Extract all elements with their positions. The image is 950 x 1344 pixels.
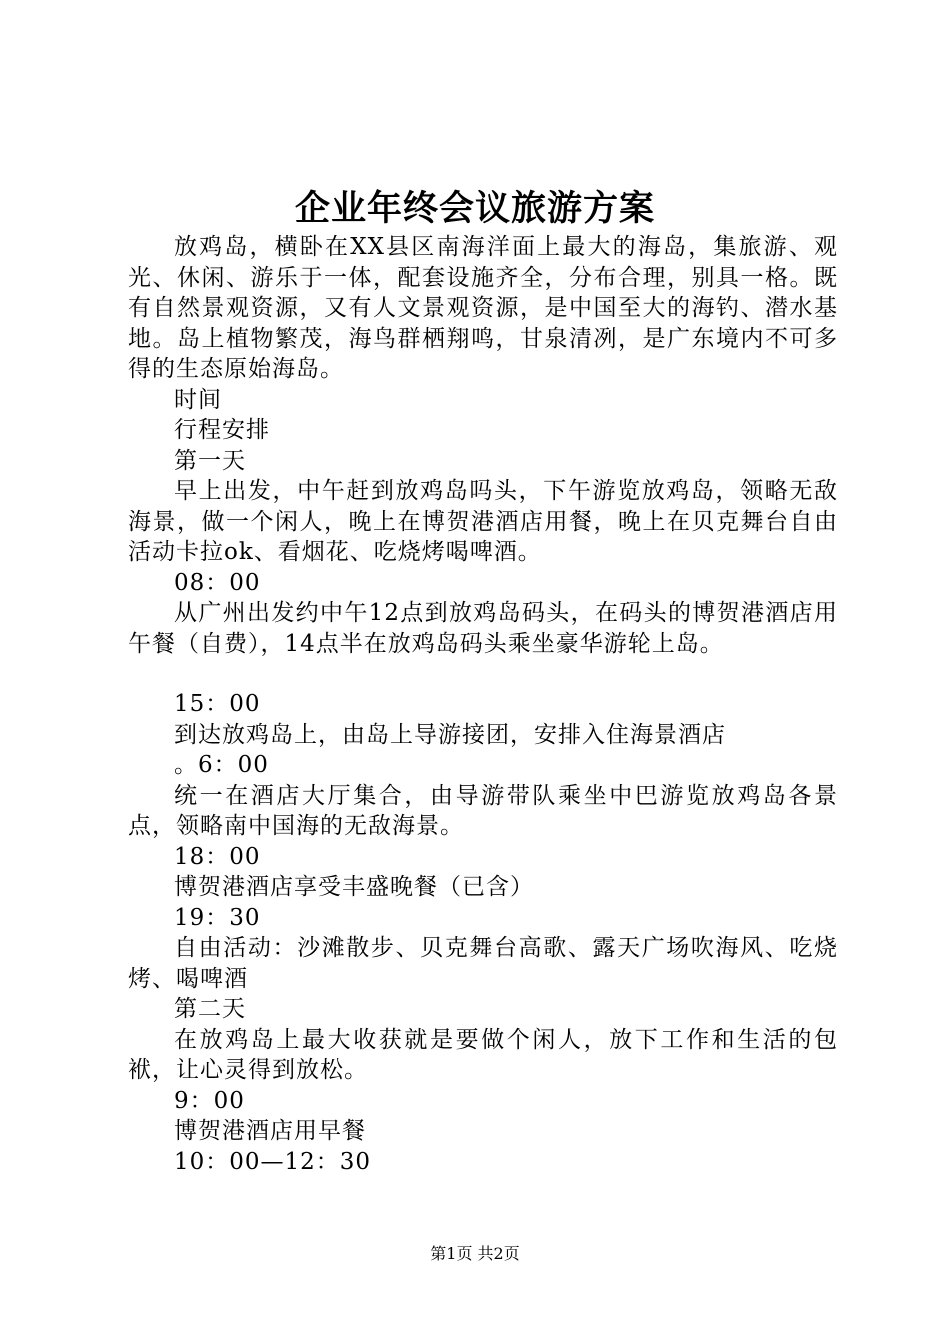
paragraph-depart-guangzhou: 从广州出发约中午12点到放鸡岛码头，在码头的博贺港酒店用午餐（自费），14点半在放鸡岛码头乘坐豪华游轮上岛。 xyxy=(128,600,838,657)
paragraph-time-1800: 18：00 xyxy=(174,843,261,870)
paragraph-time-0800: 08：00 xyxy=(174,569,261,596)
document-title: 企业年终会议旅游方案 xyxy=(294,188,655,229)
page-footer: 第1页 共2页 xyxy=(430,1244,520,1263)
paragraph-time-heading: 时间 xyxy=(174,386,222,413)
paragraph-arrive-island: 到达放鸡岛上，由岛上导游接团，安排入住海景酒店 xyxy=(174,721,726,748)
paragraph-day-one-summary: 早上出发，中午赶到放鸡岛吗头，下午游览放鸡岛，领略无敌海景，做一个闲人，晚上在博贺港酒店用餐，晚上在贝克舞台自由活动卡拉ok、看烟花、吃烧烤喝啤酒。 xyxy=(128,478,838,565)
paragraph-breakfast: 博贺港酒店用早餐 xyxy=(174,1118,366,1144)
paragraph-day-two-summary: 在放鸡岛上最大收获就是要做个闲人，放下工作和生活的包袱，让心灵得到放松。 xyxy=(128,1026,838,1083)
paragraph-itinerary-heading: 行程安排 xyxy=(174,417,270,443)
paragraph-time-1930: 19：30 xyxy=(174,904,261,931)
paragraph-time-900: 9：00 xyxy=(174,1087,245,1114)
paragraph-intro: 放鸡岛，横卧在XX县区南海洋面上最大的海岛，集旅游、观光、休闲、游乐于一体，配套设施齐全，分布合理，别具一格。既有自然景观资源，又有人文景观资源，是中国至大的海钓、潜水基地。岛上植物繁茂，海鸟群栖翔鸣，甘泉清冽，是广东境内不可多得的生态原始海岛。 xyxy=(128,234,838,382)
paragraph-time-600: 。6：00 xyxy=(174,752,269,778)
paragraph-time-1000-1230: 10：00—12：30 xyxy=(174,1148,372,1175)
paragraph-day-two: 第二天 xyxy=(174,996,246,1022)
paragraph-free-activities: 自由活动：沙滩散步、贝克舞台高歌、露天广场吹海风、吃烧烤、喝啤酒 xyxy=(128,935,838,992)
paragraph-time-1500: 15：00 xyxy=(174,691,261,717)
paragraph-dinner: 博贺港酒店享受丰盛晚餐（已含） xyxy=(174,874,534,900)
document-body xyxy=(128,232,838,1177)
paragraph-island-tour: 统一在酒店大厅集合，由导游带队乘坐中巴游览放鸡岛各景点，领略南中国海的无敌海景。 xyxy=(128,782,838,839)
paragraph-day-one: 第一天 xyxy=(174,447,246,474)
